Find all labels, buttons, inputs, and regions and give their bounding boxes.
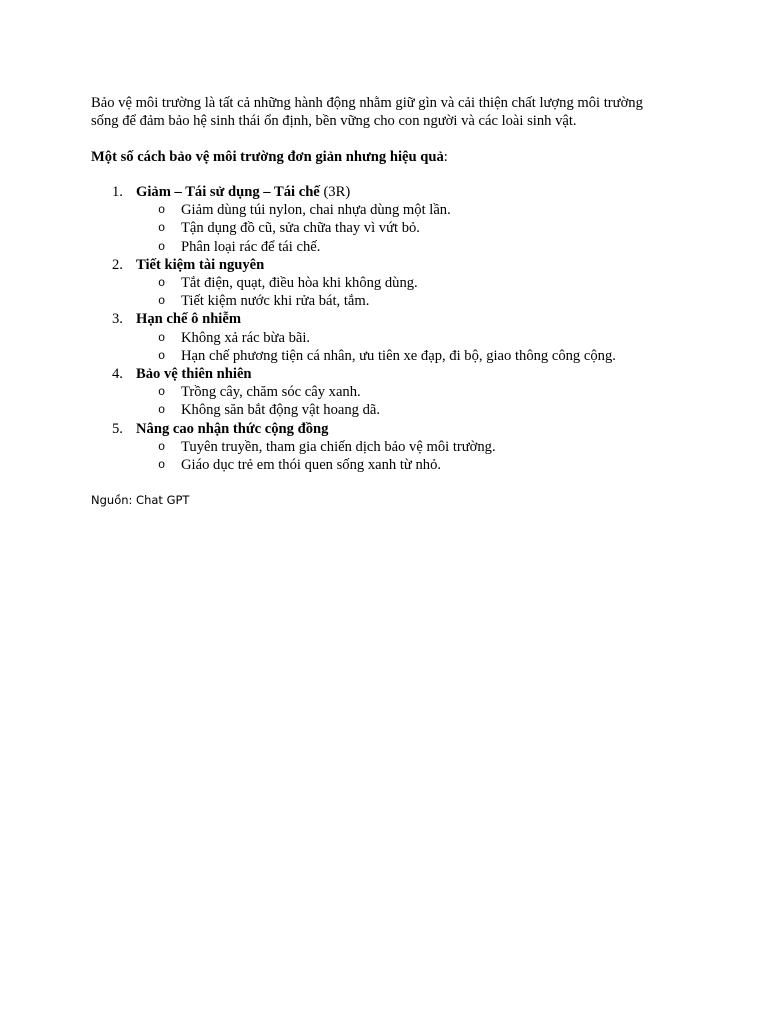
bullet-text: Không xả rác bừa bãi. bbox=[181, 329, 311, 346]
bullet-text: Giáo dục trẻ em thói quen sống xanh từ nhỏ. bbox=[181, 457, 442, 474]
section-heading-colon: : bbox=[443, 149, 448, 165]
bullet-text: Tuyên truyền, tham gia chiến dịch bảo vệ môi trường. bbox=[181, 438, 496, 455]
list-item bbox=[136, 292, 691, 310]
bullet-marker-icon: o bbox=[158, 239, 166, 254]
bullet-text: Không săn bắt động vật hoang dã. bbox=[181, 402, 381, 419]
step-title: Giảm – Tái sử dụng – Tái chế bbox=[136, 184, 320, 200]
step-item-4 bbox=[91, 365, 691, 420]
bullet-list bbox=[136, 274, 691, 310]
step-number: 5. bbox=[112, 420, 123, 437]
bullet-marker-icon: o bbox=[158, 348, 166, 363]
step-note: (3R) bbox=[319, 184, 351, 200]
list-item bbox=[136, 383, 691, 401]
step-item-3 bbox=[91, 310, 691, 365]
step-number: 1. bbox=[112, 184, 123, 200]
step-number: 3. bbox=[112, 311, 123, 328]
list-item bbox=[136, 201, 691, 219]
bullet-text: Phân loại rác để tái chế. bbox=[181, 238, 321, 255]
bullet-marker-icon: o bbox=[158, 385, 166, 400]
step-number: 4. bbox=[112, 366, 123, 383]
step-title: Nâng cao nhận thức cộng đồng bbox=[136, 420, 329, 437]
bullet-marker-icon: o bbox=[158, 403, 166, 418]
intro-paragraph bbox=[91, 94, 676, 130]
list-item bbox=[136, 274, 691, 292]
step-title: Hạn chế ô nhiễm bbox=[136, 311, 241, 328]
bullet-list bbox=[136, 201, 691, 256]
list-item bbox=[136, 456, 691, 474]
step-item-2 bbox=[91, 256, 691, 311]
steps-list bbox=[91, 183, 691, 474]
bullet-marker-icon: o bbox=[158, 294, 166, 309]
bullet-list bbox=[136, 383, 691, 419]
step-title: Bảo vệ thiên nhiên bbox=[136, 366, 252, 383]
intro-line-2: sống để đảm bảo hệ sinh thái ổn định, bền vững cho con người và các loài sinh vật. bbox=[91, 113, 577, 130]
bullet-text: Tận dụng đồ cũ, sửa chữa thay vì vứt bỏ. bbox=[181, 220, 420, 237]
list-item bbox=[136, 238, 691, 256]
section-heading bbox=[91, 148, 691, 166]
list-item bbox=[136, 401, 691, 419]
bullet-list bbox=[136, 438, 691, 474]
bullet-text: Tắt điện, quạt, điều hòa khi không dùng. bbox=[181, 275, 418, 292]
list-item bbox=[136, 219, 691, 237]
bullet-text: Tiết kiệm nước khi rửa bát, tắm. bbox=[181, 293, 370, 310]
bullet-text: Hạn chế phương tiện cá nhân, ưu tiên xe đạp, đi bộ, giao thông công cộng. bbox=[181, 347, 616, 364]
bullet-marker-icon: o bbox=[158, 203, 166, 218]
list-item bbox=[136, 329, 691, 347]
bullet-marker-icon: o bbox=[158, 439, 166, 454]
bullet-marker-icon: o bbox=[158, 458, 166, 473]
bullet-list bbox=[136, 329, 691, 365]
bullet-marker-icon: o bbox=[158, 330, 166, 345]
intro-line-1: Bảo vệ môi trường là tất cả những hành động nhằm giữ gìn và cải thiện chất lượng môi trường bbox=[91, 95, 643, 111]
bullet-marker-icon: o bbox=[158, 276, 166, 291]
bullet-marker-icon: o bbox=[158, 221, 166, 236]
step-item-1 bbox=[91, 183, 691, 256]
bullet-text: Giảm dùng túi nylon, chai nhựa dùng một lần. bbox=[181, 202, 451, 219]
step-item-5 bbox=[91, 420, 691, 475]
source-note: Nguồn: Chat GPT bbox=[91, 493, 190, 507]
step-title: Tiết kiệm tài nguyên bbox=[136, 256, 265, 273]
section-heading-text: Một số cách bảo vệ môi trường đơn giản nhưng hiệu quả bbox=[91, 149, 444, 165]
step-number: 2. bbox=[112, 256, 123, 273]
list-item bbox=[136, 438, 691, 456]
bullet-text: Trồng cây, chăm sóc cây xanh. bbox=[181, 384, 361, 401]
list-item bbox=[136, 347, 691, 365]
